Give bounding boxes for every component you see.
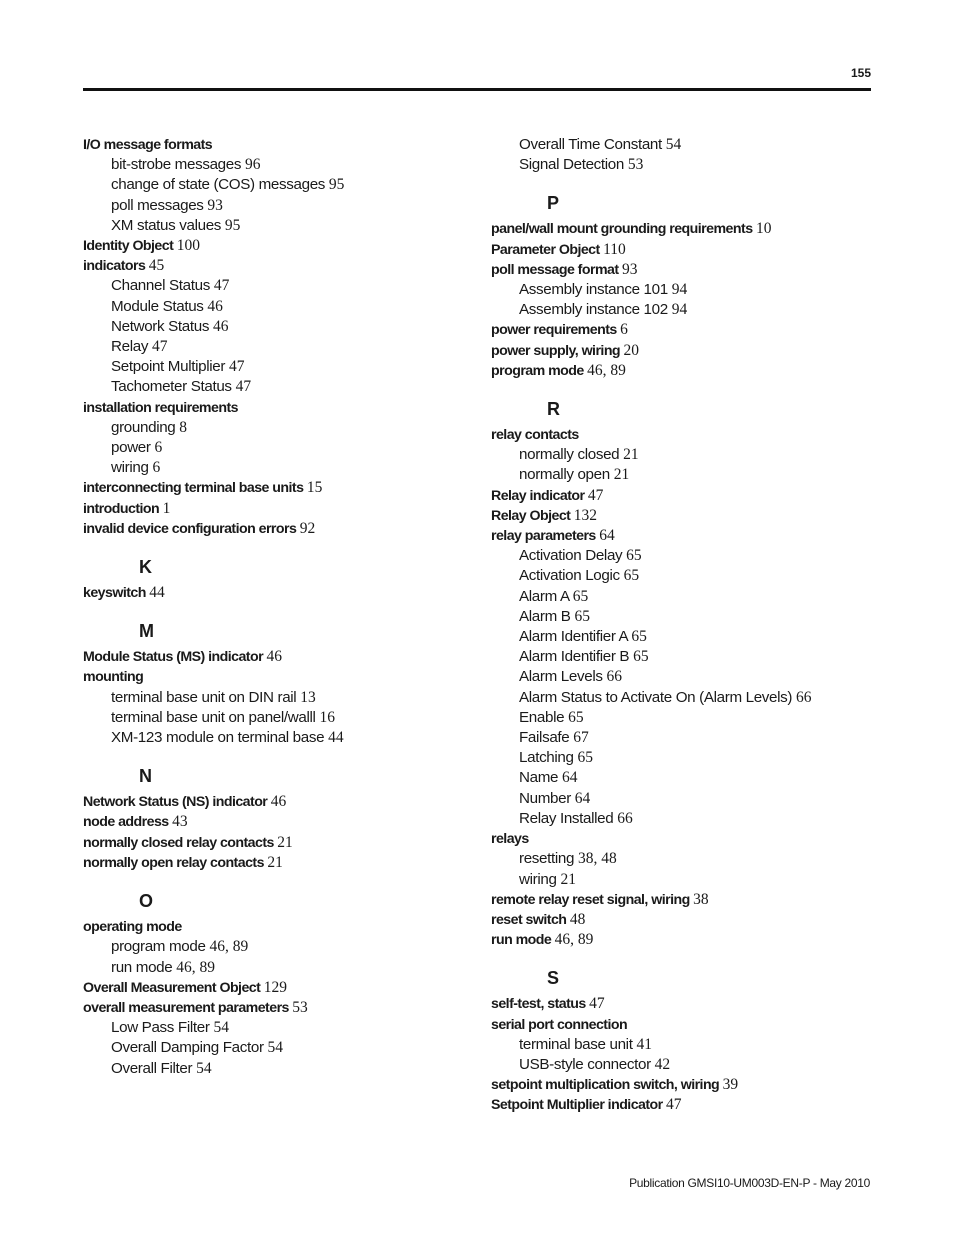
index-term: Failsafe	[519, 729, 570, 747]
index-entry	[491, 506, 881, 526]
index-subentry	[491, 546, 881, 566]
index-page-ref[interactable]: 66	[796, 688, 812, 706]
index-term: terminal base unit	[519, 1035, 633, 1053]
index-page-ref[interactable]: 38, 48	[577, 850, 617, 868]
index-page-ref[interactable]: 110	[603, 240, 626, 258]
index-entry	[491, 486, 881, 506]
index-term: Relay Installed	[519, 809, 614, 827]
index-subentry	[83, 937, 483, 957]
index-term: XM status values	[111, 216, 222, 234]
index-term: Alarm B	[519, 607, 571, 625]
index-term: I/O message formats	[83, 137, 213, 153]
index-term: Latching	[519, 749, 574, 767]
index-page-ref[interactable]: 46, 89	[554, 931, 594, 949]
index-subentry	[491, 809, 881, 829]
index-entry	[83, 519, 483, 539]
index-page-ref[interactable]: 21	[613, 466, 630, 484]
index-page-ref[interactable]: 64	[562, 769, 578, 787]
index-term: Activation Delay	[519, 547, 623, 565]
index-letter-heading: N	[139, 766, 152, 787]
index-page-ref[interactable]: 92	[299, 519, 316, 537]
index-page-ref[interactable]: 65	[633, 648, 649, 666]
index-term: operating mode	[83, 919, 182, 936]
index-term: Alarm Status to Activate On (Alarm Levels)	[519, 688, 793, 706]
index-page-ref[interactable]: 10	[755, 220, 772, 238]
index-page-ref[interactable]: 13	[300, 688, 316, 706]
index-term: invalid device configuration errors	[83, 520, 297, 537]
index-term: power	[111, 439, 151, 457]
index-term: relays	[491, 831, 529, 848]
index-term: poll messages	[111, 196, 204, 214]
page-number: 155	[850, 66, 871, 80]
index-subentry	[83, 196, 483, 216]
index-page-ref[interactable]: 94	[671, 301, 688, 319]
index-subentry	[491, 1055, 881, 1075]
index-entry	[491, 890, 881, 910]
index-page-ref[interactable]: 95	[328, 176, 345, 194]
index-subentry	[83, 1059, 483, 1079]
index-letter-heading: R	[547, 399, 560, 420]
index-term: grounding	[111, 418, 176, 436]
index-page-ref[interactable]: 46	[207, 297, 223, 315]
index-subentry	[83, 297, 483, 317]
index-term: Alarm Identifier B	[519, 648, 630, 666]
index-page-ref[interactable]: 15	[306, 479, 323, 497]
index-page-ref[interactable]: 38	[693, 890, 709, 908]
index-page-ref[interactable]: 44	[328, 729, 344, 747]
index-page-ref[interactable]: 21	[267, 853, 283, 871]
index-page-ref[interactable]: 16	[319, 708, 335, 726]
index-entry	[491, 1095, 881, 1115]
index-page-ref[interactable]: 129	[263, 978, 287, 996]
index-subentry	[491, 465, 881, 485]
index-term: installation requirements	[83, 399, 238, 416]
index-page-ref[interactable]: 8	[179, 418, 188, 436]
index-page-ref[interactable]: 65	[568, 708, 584, 726]
index-term: wiring	[519, 870, 557, 888]
index-term: reset switch	[491, 911, 567, 928]
index-subentry	[83, 688, 483, 708]
index-page-ref[interactable]: 47	[666, 1096, 682, 1114]
index-subentry	[83, 216, 483, 236]
index-page-ref[interactable]: 44	[149, 584, 165, 602]
index-letter-heading: M	[139, 621, 154, 642]
index-page-ref[interactable]: 20	[623, 341, 639, 359]
index-subentry	[83, 1038, 483, 1058]
index-term: keyswitch	[83, 585, 146, 602]
index-term: overall measurement parameters	[83, 999, 289, 1016]
index-subentry	[491, 748, 881, 768]
index-term: wiring	[111, 459, 149, 477]
index-term: Network Status (NS) indicator	[83, 794, 268, 811]
index-page-ref[interactable]: 95	[224, 216, 241, 234]
index-term: Name	[519, 769, 559, 787]
index-subentry	[83, 317, 483, 337]
index-page-ref[interactable]: 46, 89	[209, 938, 249, 956]
index-entry	[491, 219, 881, 239]
index-entry	[83, 833, 483, 853]
index-letter-heading: K	[139, 557, 152, 578]
index-term: Parameter Object	[491, 241, 600, 258]
index-term: mounting	[83, 669, 144, 686]
index-term: Channel Status	[111, 277, 210, 295]
index-page-ref[interactable]: 39	[722, 1076, 739, 1094]
index-subentry	[491, 870, 881, 890]
index-page-ref[interactable]: 46, 89	[587, 361, 626, 379]
index-page-ref[interactable]: 94	[671, 281, 688, 299]
index-page-ref[interactable]: 65	[574, 607, 590, 625]
index-term: poll message format	[491, 261, 619, 278]
index-page-ref[interactable]: 6	[154, 439, 163, 457]
index-page-ref[interactable]: 46	[270, 793, 287, 811]
index-page-ref[interactable]: 65	[623, 567, 640, 585]
index-page-ref[interactable]: 41	[636, 1035, 652, 1053]
index-page-ref[interactable]: 47	[213, 277, 230, 295]
index-subentry	[83, 728, 483, 748]
index-entry	[83, 812, 483, 832]
index-term: resetting	[519, 850, 575, 868]
index-term: power requirements	[491, 322, 617, 339]
index-term: Enable	[519, 708, 565, 726]
index-term: Assembly instance 101	[519, 281, 668, 299]
index-page-ref[interactable]: 93	[207, 196, 223, 214]
index-term: remote relay reset signal, wiring	[491, 891, 690, 908]
index-page-ref[interactable]: 64	[574, 789, 591, 807]
index-page-ref[interactable]: 65	[626, 547, 642, 565]
index-subentry	[491, 1035, 881, 1055]
index-term: indicators	[83, 258, 146, 275]
index-page-ref[interactable]: 65	[577, 749, 593, 767]
index-entry	[491, 1015, 881, 1035]
index-page-ref[interactable]: 65	[631, 628, 647, 646]
index-subentry	[83, 337, 483, 357]
index-entry	[83, 583, 483, 603]
index-subentry	[491, 768, 881, 788]
index-subentry	[83, 155, 483, 175]
index-page-ref[interactable]: 42	[654, 1055, 671, 1073]
publication-footer: Publication GMSI10-UM003D-EN-P - May 2010	[629, 1176, 870, 1190]
index-entry	[491, 994, 881, 1014]
index-subentry	[491, 849, 881, 869]
index-term: Low Pass Filter	[111, 1019, 210, 1037]
index-entry	[83, 917, 483, 937]
index-page-ref[interactable]: 54	[267, 1039, 284, 1057]
index-entry	[83, 398, 483, 418]
index-page-ref[interactable]: 21	[623, 446, 639, 464]
index-entry	[491, 320, 881, 340]
index-entry	[491, 1075, 881, 1095]
index-term: Network Status	[111, 317, 210, 335]
index-term: Activation Logic	[519, 567, 620, 585]
index-entry	[83, 667, 483, 687]
index-column-right	[491, 135, 881, 1116]
index-page-ref[interactable]: 54	[213, 1019, 229, 1037]
index-term: Overall Measurement Object	[83, 979, 261, 996]
index-page-ref[interactable]: 46	[266, 648, 282, 666]
index-term: normally open relay contacts	[83, 854, 264, 871]
index-entry	[83, 978, 483, 998]
index-term: Relay indicator	[491, 487, 585, 504]
index-entry	[491, 361, 881, 381]
index-letter-heading: P	[547, 193, 559, 214]
index-page-ref[interactable]: 45	[148, 257, 165, 275]
index-page-ref[interactable]: 54	[196, 1059, 212, 1077]
index-entry	[491, 260, 881, 280]
index-term: normally closed	[519, 446, 620, 464]
index-page-ref[interactable]: 1	[162, 499, 171, 517]
index-entry	[83, 792, 483, 812]
index-term: Module Status	[111, 297, 204, 315]
index-column-left	[83, 135, 483, 1079]
index-page-ref[interactable]: 6	[152, 459, 161, 477]
index-page-ref[interactable]: 47	[228, 358, 245, 376]
index-subentry	[83, 958, 483, 978]
index-term: node address	[83, 814, 169, 831]
index-subentry	[83, 357, 483, 377]
index-entry	[83, 647, 483, 667]
index-entry	[491, 910, 881, 930]
index-term: introduction	[83, 500, 160, 517]
index-entry	[491, 526, 881, 546]
index-term: normally open	[519, 466, 610, 484]
index-subentry	[83, 708, 483, 728]
index-subentry	[491, 627, 881, 647]
index-term: Setpoint Multiplier	[111, 358, 226, 376]
index-term: panel/wall mount grounding requirements	[491, 221, 753, 238]
index-page-ref[interactable]: 132	[573, 506, 598, 524]
index-entry	[491, 341, 881, 361]
index-entry	[83, 499, 483, 519]
index-page-ref[interactable]: 66	[606, 668, 622, 686]
index-term: Relay	[111, 338, 149, 356]
index-term: Number	[519, 789, 571, 807]
index-page-ref[interactable]: 54	[665, 136, 682, 153]
index-subentry	[491, 688, 881, 708]
index-entry	[83, 478, 483, 498]
index-subentry	[491, 708, 881, 728]
index-term: bit-strobe messages	[111, 156, 242, 174]
index-subentry	[491, 667, 881, 687]
index-term: Overall Filter	[111, 1059, 193, 1077]
index-term: Assembly instance 102	[519, 301, 668, 319]
index-page-ref[interactable]: 53	[627, 156, 644, 174]
index-subentry	[83, 276, 483, 296]
index-entry	[83, 236, 483, 256]
index-term: Relay Object	[491, 507, 571, 524]
index-term: program mode	[111, 938, 206, 956]
index-subentry	[491, 566, 881, 586]
index-term: Module Status (MS) indicator	[83, 649, 264, 666]
index-term: XM-123 module on terminal base	[111, 729, 325, 747]
index-term: power supply, wiring	[491, 342, 621, 359]
index-page-ref[interactable]: 47	[151, 338, 168, 356]
index-page-ref[interactable]: 21	[560, 870, 576, 888]
index-term: Alarm A	[519, 587, 569, 605]
index-subentry	[83, 175, 483, 195]
index-subentry	[491, 728, 881, 748]
index-entry	[83, 853, 483, 873]
index-term: normally closed relay contacts	[83, 834, 274, 851]
index-page-ref[interactable]: 47	[589, 995, 605, 1013]
index-page-ref[interactable]: 64	[599, 527, 615, 545]
index-page-ref[interactable]: 47	[587, 486, 604, 504]
index-subentry	[491, 647, 881, 667]
index-term: setpoint multiplication switch, wiring	[491, 1077, 720, 1094]
index-term: serial port connection	[491, 1016, 628, 1033]
index-page-ref[interactable]: 21	[277, 833, 293, 851]
index-entry	[491, 930, 881, 950]
index-page-ref[interactable]: 66	[617, 809, 633, 827]
index-page-ref[interactable]: 65	[572, 587, 589, 605]
index-subentry	[83, 377, 483, 397]
index-subentry	[83, 418, 483, 438]
index-subentry	[491, 155, 881, 175]
index-page-ref[interactable]: 96	[244, 156, 261, 174]
header-rule	[83, 88, 871, 91]
index-term: Tachometer Status	[111, 378, 232, 396]
index-letter-heading: S	[547, 968, 559, 989]
index-term: change of state (COS) messages	[111, 176, 326, 194]
index-entry	[491, 425, 881, 445]
index-term: Setpoint Multiplier indicator	[491, 1097, 663, 1114]
index-subentry	[491, 789, 881, 809]
index-page-ref[interactable]: 53	[292, 998, 308, 1016]
index-term: USB-style connector	[519, 1055, 651, 1073]
index-term: relay contacts	[491, 427, 579, 444]
index-page-ref[interactable]: 46, 89	[176, 958, 215, 976]
index-term: terminal base unit on DIN rail	[111, 688, 297, 706]
index-term: terminal base unit on panel/walll	[111, 708, 316, 726]
index-subentry	[83, 1018, 483, 1038]
index-term: interconnecting terminal base units	[83, 480, 304, 497]
index-term: run mode	[111, 958, 173, 976]
index-entry	[491, 240, 881, 260]
index-subentry	[83, 438, 483, 458]
index-page-ref[interactable]: 47	[235, 378, 252, 396]
index-page-ref[interactable]: 48	[569, 910, 586, 928]
index-term: Identity Object	[83, 238, 174, 255]
index-page-ref[interactable]: 93	[621, 260, 638, 278]
index-entry	[491, 829, 881, 849]
index-page-ref[interactable]: 43	[172, 813, 188, 831]
index-subentry	[491, 280, 881, 300]
index-subentry	[83, 458, 483, 478]
index-page-ref[interactable]: 6	[620, 321, 628, 339]
index-term: Alarm Levels	[519, 668, 603, 686]
index-subentry	[491, 445, 881, 465]
index-term: Overall Time Constant	[519, 136, 662, 153]
index-entry	[83, 998, 483, 1018]
index-entry	[83, 135, 483, 155]
index-term: Overall Damping Factor	[111, 1039, 264, 1057]
index-page-ref[interactable]: 100	[176, 237, 200, 255]
index-term: relay parameters	[491, 528, 596, 545]
index-term: program mode	[491, 362, 584, 379]
index-entry	[83, 256, 483, 276]
index-term: Signal Detection	[519, 156, 624, 174]
index-subentry	[491, 300, 881, 320]
index-subentry	[491, 607, 881, 627]
index-letter-heading: O	[139, 891, 153, 912]
index-page-ref[interactable]: 46	[212, 317, 229, 335]
index-term: Alarm Identifier A	[519, 628, 628, 646]
index-subentry	[491, 587, 881, 607]
index-term: self-test, status	[491, 996, 586, 1013]
index-subentry	[491, 135, 881, 155]
index-page-ref[interactable]: 67	[573, 729, 589, 747]
index-term: run mode	[491, 932, 552, 949]
